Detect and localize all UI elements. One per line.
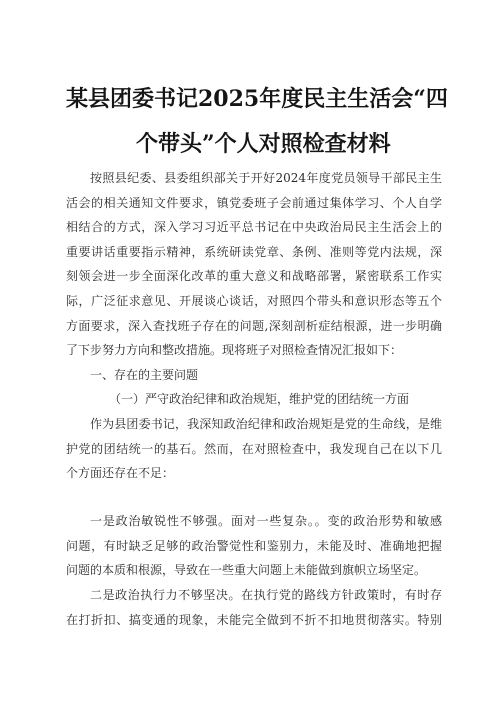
paragraph-3 bbox=[66, 509, 442, 583]
text-line: 按照县纪委、县委组织部关于开好2024年度党员领导干部民主生 bbox=[90, 171, 442, 185]
text-line: 个方面还存在不足： bbox=[66, 466, 175, 481]
text-line: 刻领会进一步全面深化改革的重大意义和战略部署，紧密联系工作实 bbox=[66, 269, 442, 284]
text-line: 一是政治敏锐性不够强。面对一些复杂。。变的政治形势和敏感 bbox=[90, 514, 442, 528]
text-line: 活会的相关通知文件要求，镇党委班子会前通过集体学习、个人自学 bbox=[66, 195, 442, 210]
subsection-heading-1: （一）严守政治纪律和政治规矩，维护党的团结统一方面 bbox=[109, 392, 410, 406]
text-line: 问题的本质和根源，导致在一些重大问题上未能做到旗帜立场坚定。 bbox=[66, 563, 427, 578]
text-line: 际，广泛征求意见、开展谈心谈话，对照四个带头和意识形态等五个 bbox=[66, 293, 442, 308]
text-line: 在打折扣、搞变通的现象，未能完全做到不折不扣地贯彻落实。特别 bbox=[66, 612, 442, 627]
text-line: 问题，有时缺乏足够的政治警觉性和鉴别力，未能及时、准确地把握 bbox=[66, 538, 442, 553]
document-title-line-2: 个带头”个人对照检查材料 bbox=[136, 131, 391, 157]
text-line: 方面要求，深入查找班子存在的问题,深刻剖析症结根源，进一步明确 bbox=[66, 318, 442, 333]
text-line: 二是政治执行力不够坚决。在执行党的路线方针政策时，有时存 bbox=[90, 588, 442, 602]
intro-paragraph bbox=[66, 166, 442, 363]
paragraph-4 bbox=[66, 583, 442, 632]
text-line: 重要讲话重要指示精神，系统研读党章、条例、准则等党内法规，深 bbox=[66, 244, 442, 259]
text-line: 相结合的方式，深入学习习近平总书记在中央政治局民主生活会上的 bbox=[66, 220, 442, 235]
document-title-line-1: 某县团委书记2025年度民主生活会“四 bbox=[66, 86, 448, 112]
paragraph-2 bbox=[66, 412, 442, 486]
text-line: 护党的团结统一的基石。然而，在对照检查中，我发现自己在以下几 bbox=[66, 441, 442, 456]
text-line: 了下步努力方向和整改措施。现将班子对照检查情况汇报如下： bbox=[66, 343, 403, 358]
section-heading-1: 一、存在的主要问题 bbox=[90, 368, 199, 382]
text-line: 作为县团委书记，我深知政治纪律和政治规矩是党的生命线，是维 bbox=[90, 417, 442, 431]
